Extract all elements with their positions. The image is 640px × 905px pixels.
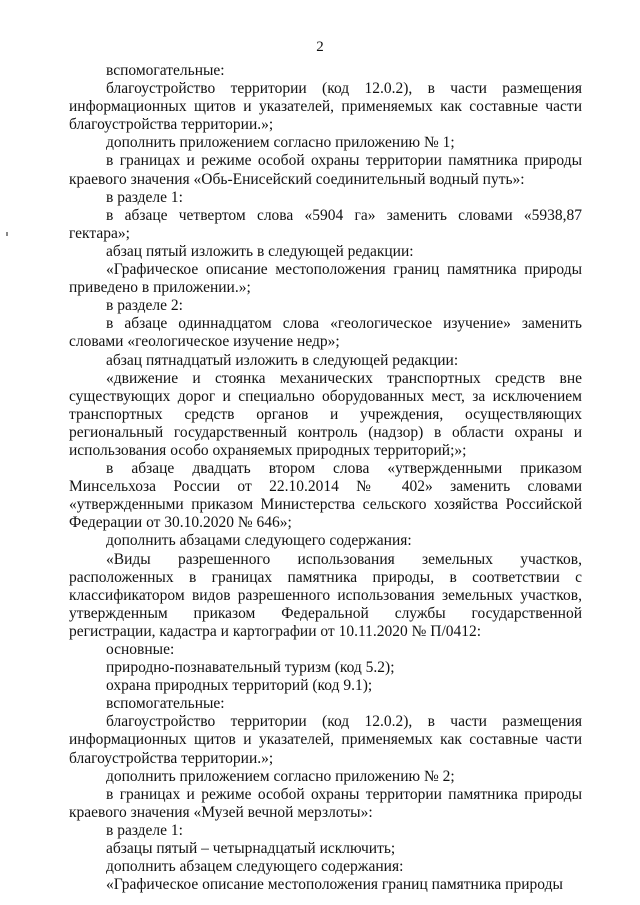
paragraph: дополнить абзацами следующего содержания: xyxy=(106,532,412,550)
paragraph: «Виды разрешенного использования земельных участков, расположенных в границах памятника природы, в соответствии с классификатором видов разрешенного использования земельных участков, утвержденным приказом Федеральной службы государственной регистрации, кадастра и картографии от 10.11.2020 № П/0412: xyxy=(69,550,582,640)
paragraph: вспомогательные: xyxy=(106,695,225,713)
paragraph: в абзаце двадцать втором слова «утвержденными приказом Минсельхоза России от 22.10.2014 № 402» заменить словами «утвержденными приказом Министерства сельского хозяйства Российской Федерации от 30.10.2020 № 646»; xyxy=(69,460,582,532)
paragraph: дополнить приложением согласно приложению № 2; xyxy=(106,767,455,785)
scan-artifact xyxy=(6,232,8,236)
paragraph: в разделе 2: xyxy=(106,297,183,315)
paragraph: абзацы пятый – четырнадцатый исключить; xyxy=(106,840,396,858)
paragraph: «движение и стоянка механических транспортных средств вне существующих дорог и специально оборудованных мест, за исключением транспортных средств органов и учреждения, осуществляющих региональный государственный контроль (надзор) в области охраны и использования особо охраняемых природных территорий;»; xyxy=(69,369,582,459)
paragraph: основные: xyxy=(106,641,175,658)
paragraph: в границах и режиме особой охраны территории памятника природы краевого значения «Музей вечной мерзлоты»: xyxy=(69,785,582,821)
page-number: 2 xyxy=(316,39,324,55)
paragraph: абзац пятый изложить в следующей редакции: xyxy=(106,242,414,260)
paragraph: «Графическое описание местоположения границ памятника природы xyxy=(106,876,563,894)
paragraph: в разделе 1: xyxy=(106,821,183,839)
paragraph: в абзаце четвертом слова «5904 га» заменить словами «5938,87 гектара»; xyxy=(69,206,582,242)
paragraph: «Графическое описание местоположения границ памятника природы приведено в приложении.»; xyxy=(69,261,582,297)
paragraph: вспомогательные: xyxy=(106,62,225,79)
paragraph: охрана природных территорий (код 9.1); xyxy=(106,677,373,695)
paragraph: абзац пятнадцатый изложить в следующей редакции: xyxy=(106,351,459,369)
paragraph: в абзаце одиннадцатом слова «геологическое изучение» заменить словами «геологическое изучение недр»; xyxy=(69,315,582,351)
paragraph: природно-познавательный туризм (код 5.2); xyxy=(106,659,395,677)
document-body xyxy=(69,62,582,894)
paragraph: дополнить приложением согласно приложению № 1; xyxy=(106,134,455,152)
paragraph: дополнить абзацем следующего содержания: xyxy=(106,858,404,876)
paragraph: в границах и режиме особой охраны территории памятника природы краевого значения «Обь-Енисейский соединительный водный путь»: xyxy=(69,152,582,188)
paragraph: в разделе 1: xyxy=(106,188,183,206)
paragraph: благоустройство территории (код 12.0.2), в части размещения информационных щитов и указателей, применяемых как составные части благоустройства территории.»; xyxy=(69,80,582,134)
paragraph: благоустройство территории (код 12.0.2), в части размещения информационных щитов и указателей, применяемых как составные части благоустройства территории.»; xyxy=(69,713,582,767)
